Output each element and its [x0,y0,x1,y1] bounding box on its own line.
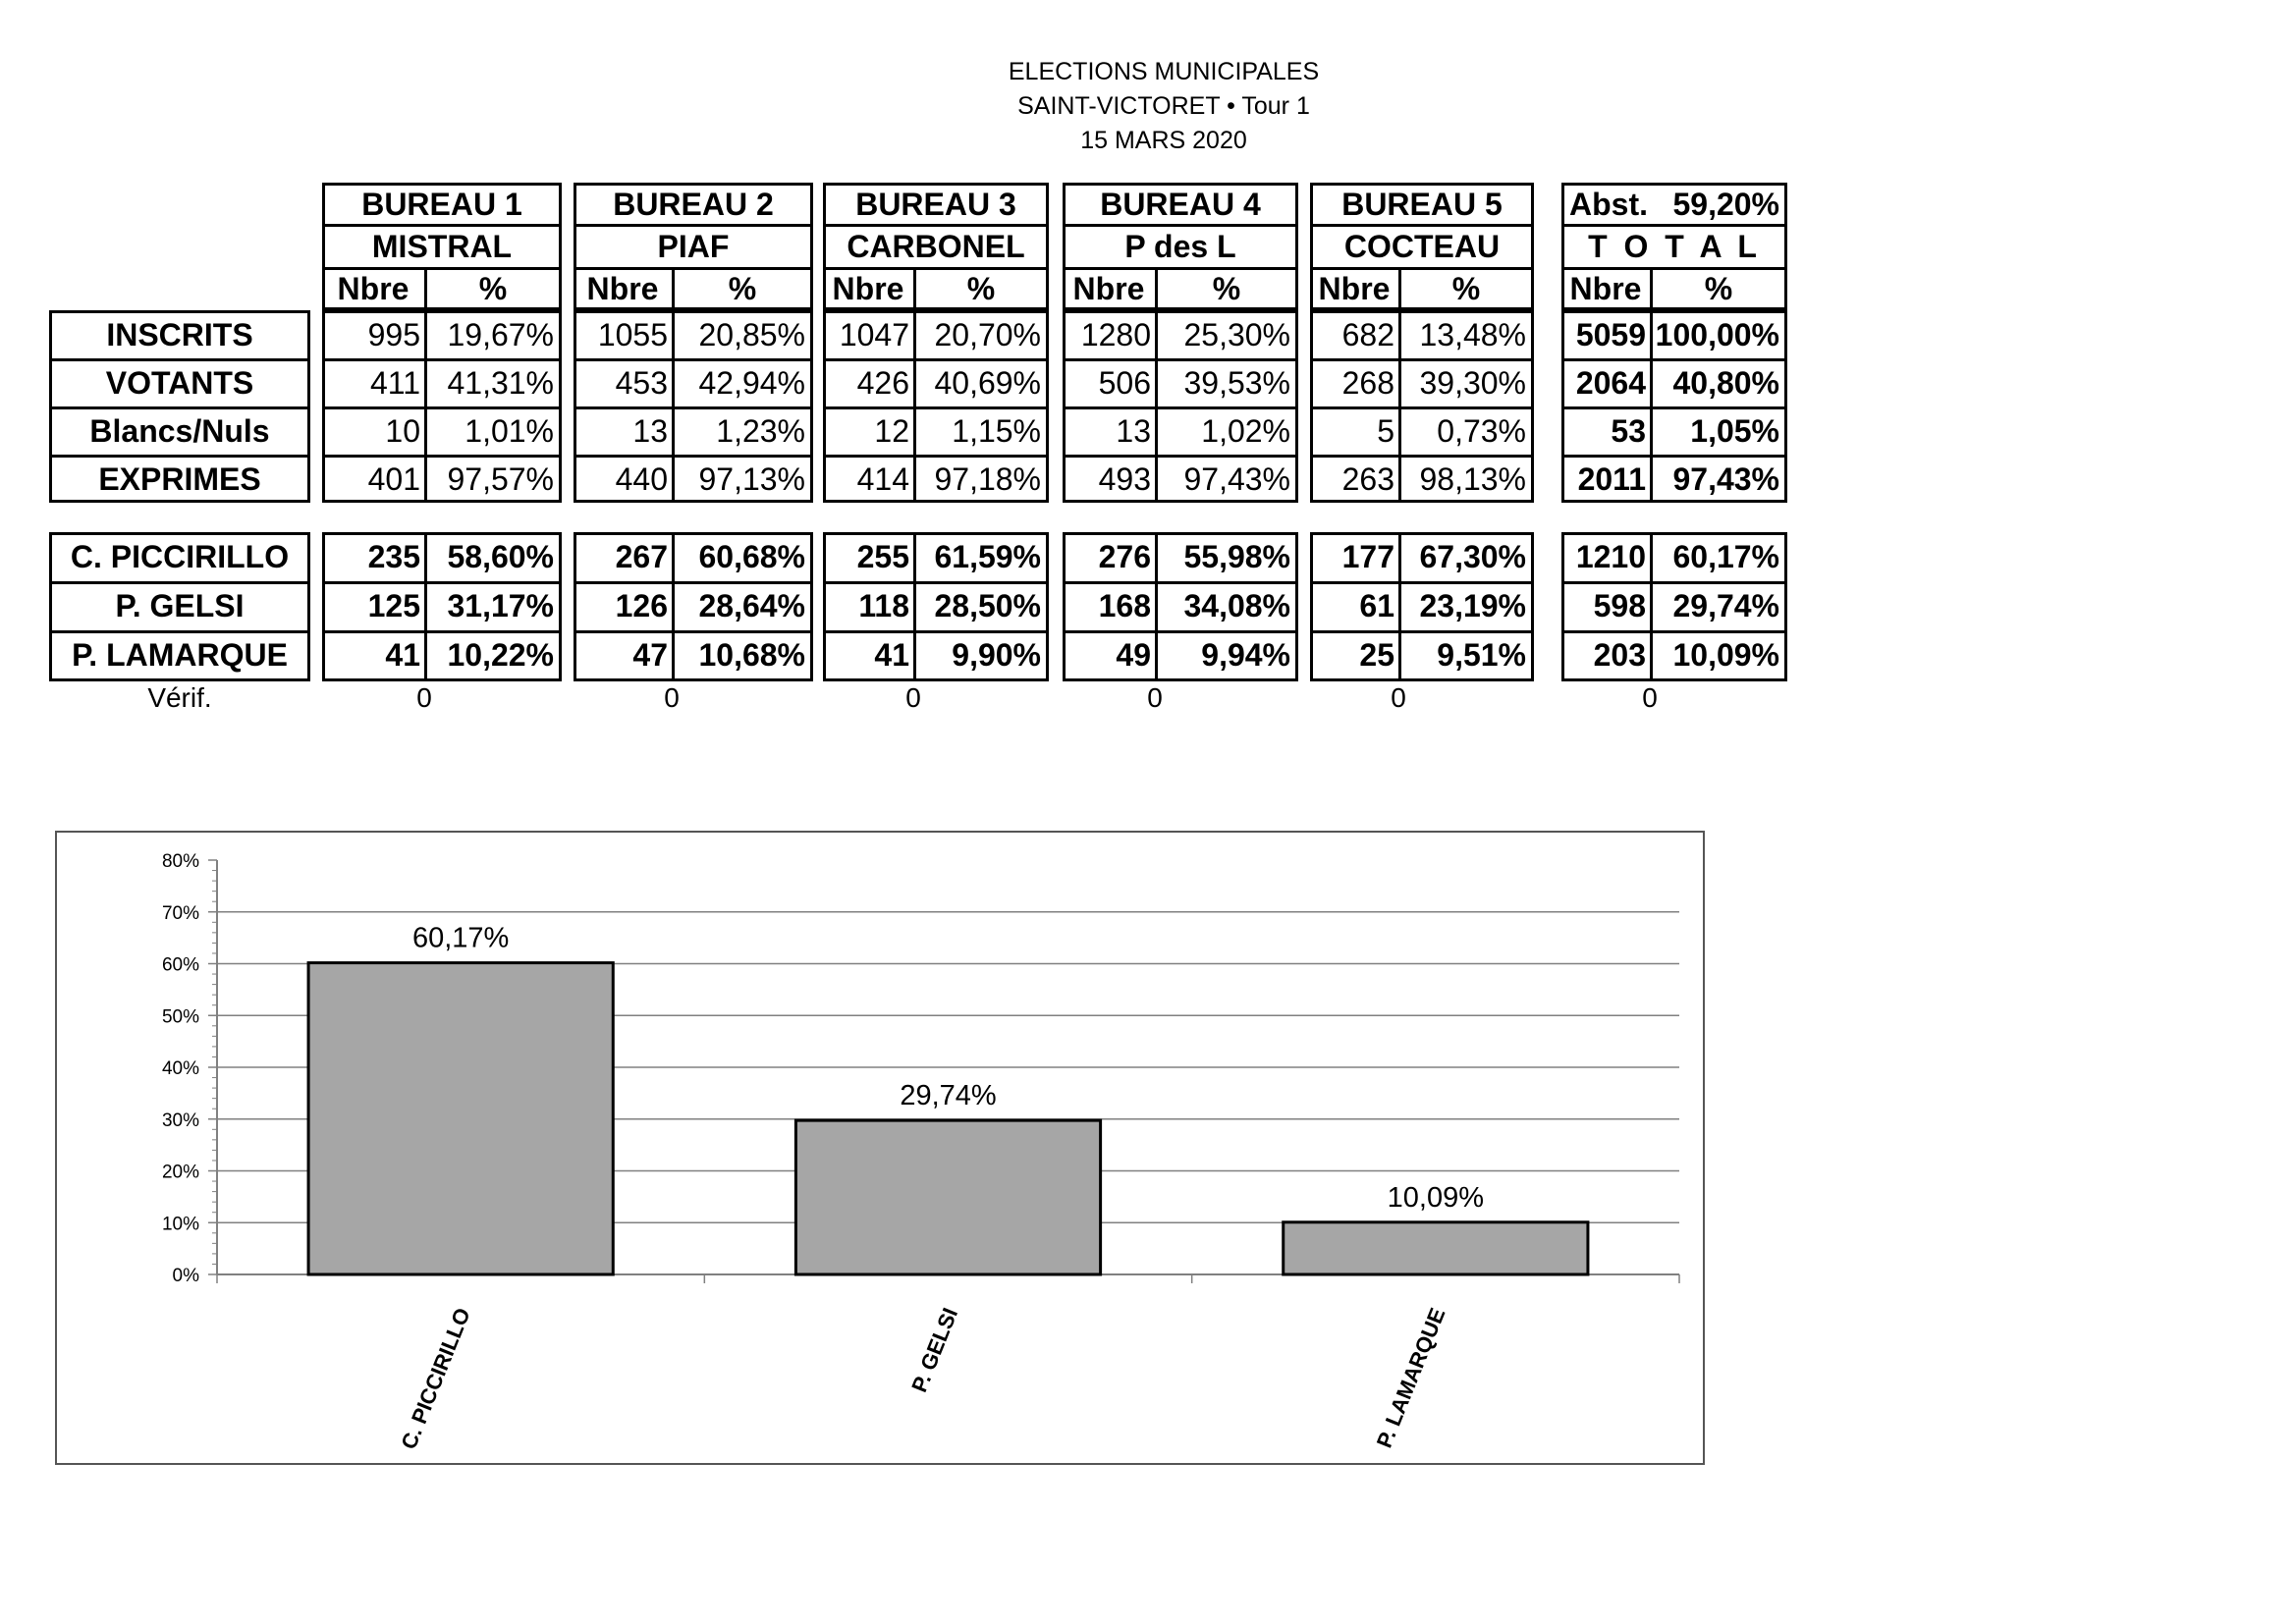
bureau-1-stat-nbre-2: 10 [385,413,420,449]
bureau-4-stat-nbre-0: 1280 [1080,317,1151,352]
bureau-2-col-pct: % [728,271,757,306]
bureau-4-cand-pct-0: 55,98% [1183,539,1290,574]
bureau-1-cand-pct-0: 58,60% [447,539,554,574]
chart-frame [55,831,1705,1465]
bureau-1-stat-nbre-0: 995 [367,317,420,352]
stat-label-0: INSCRITS [106,317,253,352]
total-stat-nbre-3: 2011 [1577,461,1646,497]
bureau-2-cand-nbre-0: 267 [615,539,668,574]
bureau-4-cand-nbre-0: 276 [1098,539,1151,574]
bureau-3-cand-pct-2: 9,90% [952,637,1041,673]
y-tick-label: 60% [161,954,199,976]
bureau-5-stat-nbre-1: 268 [1341,365,1394,401]
bureau-3-stat-nbre-0: 1047 [839,317,909,352]
bureau-1-verif: 0 [416,682,432,713]
bureau-1-stat-pct-1: 41,31% [447,365,554,401]
bureau-2-place: PIAF [657,229,730,264]
bureau-5-stat-pct-1: 39,30% [1419,365,1526,401]
bureau-1-stat-pct-0: 19,67% [447,317,554,352]
bureau-4-col-nbre: Nbre [1072,271,1145,306]
bureau-3-stat-nbre-1: 426 [856,365,909,401]
bureau-2-stat-nbre-1: 453 [615,365,668,401]
abst-label: Abst. [1569,187,1648,222]
total-cand-nbre-0: 1210 [1575,539,1646,574]
abst-value: 59,20% [1672,187,1779,222]
bureau-5-cand-nbre-2: 25 [1359,637,1394,673]
data-label: 60,17% [411,922,510,954]
bureau-2-stat-pct-1: 42,94% [698,365,805,401]
bureau-2-verif: 0 [664,682,680,713]
bureau-1-stat-pct-3: 97,57% [447,461,554,497]
bureau-3-cand-pct-1: 28,50% [934,588,1041,623]
total-cand-nbre-2: 203 [1593,637,1646,673]
bureau-5-cand-nbre-0: 177 [1341,539,1394,574]
bureau-4-stat-pct-1: 39,53% [1183,365,1290,401]
bureau-1-name: BUREAU 1 [361,187,522,222]
total-col-nbre: Nbre [1569,271,1642,306]
y-tick-label: 80% [161,851,199,872]
bureau-5-stat-nbre-2: 5 [1377,413,1394,449]
total-cand-pct-1: 29,74% [1672,588,1779,623]
bureau-5-stat-pct-3: 98,13% [1419,461,1526,497]
bureau-4-name: BUREAU 4 [1100,187,1261,222]
bureau-3-stat-pct-1: 40,69% [934,365,1041,401]
bureau-2-stat-pct-3: 97,13% [698,461,805,497]
y-tick-label: 30% [161,1110,199,1131]
bureau-3-stat-pct-3: 97,18% [934,461,1041,497]
bureau-3-stat-nbre-3: 414 [856,461,909,497]
bureau-2-stat-pct-0: 20,85% [698,317,805,352]
bureau-3-cand-nbre-2: 41 [874,637,909,673]
bureau-1-cand-nbre-0: 235 [367,539,420,574]
candidate-label-2: P. LAMARQUE [72,637,288,673]
y-tick-label: 20% [161,1162,199,1183]
bureau-1-stat-nbre-3: 401 [367,461,420,497]
data-label: 10,09% [1387,1181,1485,1214]
bureau-3-verif: 0 [905,682,921,713]
bureau-4-place: P des L [1124,229,1236,264]
bureau-3-cand-nbre-0: 255 [856,539,909,574]
y-tick-label: 10% [161,1214,199,1235]
bureau-5-col-pct: % [1451,271,1481,306]
bureau-3-name: BUREAU 3 [855,187,1016,222]
total-cand-nbre-1: 598 [1593,588,1646,623]
bureau-5-cand-pct-0: 67,30% [1419,539,1526,574]
bureau-2-cand-pct-0: 60,68% [698,539,805,574]
bureau-2-stat-nbre-3: 440 [615,461,668,497]
verif-label: Vérif. [147,682,212,713]
y-tick-label: 0% [172,1266,199,1286]
bureau-3-col-pct: % [966,271,996,306]
bureau-1-stat-nbre-1: 411 [369,365,420,401]
x-tick-label: P. GELSI [906,1304,963,1396]
bureau-4-stat-pct-3: 97,43% [1183,461,1290,497]
bureau-4-stat-pct-2: 1,02% [1201,413,1290,449]
bureau-2-cand-nbre-2: 47 [632,637,668,673]
bureau-3-col-nbre: Nbre [832,271,904,306]
bureau-2-stat-nbre-2: 13 [632,413,668,449]
bureau-1-col-pct: % [478,271,508,306]
bureau-4-cand-pct-2: 9,94% [1201,637,1290,673]
bureau-1-stat-pct-2: 1,01% [465,413,554,449]
bureau-1-cand-pct-1: 31,17% [447,588,554,623]
bureau-5-stat-nbre-3: 263 [1341,461,1394,497]
bureau-5-stat-pct-2: 0,73% [1437,413,1526,449]
bureau-5-cand-pct-2: 9,51% [1437,637,1526,673]
data-label: 29,74% [900,1080,997,1112]
x-tick-label: P. LAMARQUE [1371,1304,1450,1452]
bureau-5-name: BUREAU 5 [1341,187,1503,222]
y-tick-label: 50% [161,1006,199,1028]
total-col-pct: % [1704,271,1733,306]
bureau-2-cand-nbre-1: 126 [615,588,668,623]
total-stat-pct-2: 1,05% [1690,413,1779,449]
bureau-5-cand-nbre-1: 61 [1359,588,1394,623]
bureau-4-stat-pct-0: 25,30% [1183,317,1290,352]
total-stat-pct-1: 40,80% [1672,365,1779,401]
bureau-2-col-nbre: Nbre [586,271,659,306]
total-label: T O T A L [1588,229,1761,264]
bureau-4-cand-nbre-2: 49 [1116,637,1151,673]
bureau-5-stat-pct-0: 13,48% [1419,317,1526,352]
bureau-1-col-nbre: Nbre [337,271,410,306]
bureau-4-col-pct: % [1212,271,1241,306]
total-stat-nbre-0: 5059 [1575,317,1646,352]
total-stat-pct-3: 97,43% [1672,461,1779,497]
bureau-2-cand-pct-1: 28,64% [698,588,805,623]
bureau-2-cand-pct-2: 10,68% [698,637,805,673]
bureau-5-col-nbre: Nbre [1318,271,1391,306]
bureau-4-stat-nbre-3: 493 [1098,461,1151,497]
title-line-3: 15 MARS 2020 [1080,127,1247,154]
bureau-1-cand-pct-2: 10,22% [447,637,554,673]
bureau-4-cand-pct-1: 34,08% [1183,588,1290,623]
total-cand-pct-0: 60,17% [1672,539,1779,574]
bureau-2-stat-pct-2: 1,23% [716,413,805,449]
bureau-3-stat-nbre-2: 12 [874,413,909,449]
bureau-1-cand-nbre-2: 41 [385,637,420,673]
title-line-1: ELECTIONS MUNICIPALES [1008,58,1320,85]
y-tick-label: 70% [161,902,199,924]
bureau-4-cand-nbre-1: 168 [1098,588,1151,623]
total-stat-nbre-2: 53 [1611,413,1646,449]
stat-label-2: Blancs/Nuls [89,413,270,449]
bureau-1-place: MISTRAL [371,229,513,264]
bureau-5-verif: 0 [1391,682,1406,713]
bureau-2-stat-nbre-0: 1055 [597,317,668,352]
stat-label-3: EXPRIMES [98,461,261,497]
bureau-3-place: CARBONEL [847,229,1025,264]
bureau-5-stat-nbre-0: 682 [1341,317,1394,352]
bureau-3-cand-pct-0: 61,59% [934,539,1041,574]
y-tick-label: 40% [161,1058,199,1079]
title-line-2: SAINT-VICTORET • Tour 1 [1017,92,1310,120]
total-stat-nbre-1: 2064 [1575,365,1646,401]
bureau-4-stat-nbre-2: 13 [1116,413,1151,449]
bureau-3-stat-pct-2: 1,15% [952,413,1041,449]
total-stat-pct-0: 100,00% [1655,317,1779,352]
bureau-5-place: COCTEAU [1343,229,1501,264]
bureau-4-stat-nbre-1: 506 [1098,365,1151,401]
bureau-1-cand-nbre-1: 125 [367,588,420,623]
bureau-5-cand-pct-1: 23,19% [1419,588,1526,623]
bureau-4-verif: 0 [1147,682,1163,713]
x-tick-label: C. PICCIRILLO [396,1304,475,1453]
candidate-label-0: C. PICCIRILLO [70,539,290,574]
total-cand-pct-2: 10,09% [1672,637,1779,673]
bureau-3-cand-nbre-1: 118 [858,588,909,623]
bureau-3-stat-pct-0: 20,70% [934,317,1041,352]
candidate-label-1: P. GELSI [115,588,245,623]
stat-label-1: VOTANTS [105,365,254,401]
bureau-2-name: BUREAU 2 [613,187,774,222]
total-verif: 0 [1642,682,1658,713]
